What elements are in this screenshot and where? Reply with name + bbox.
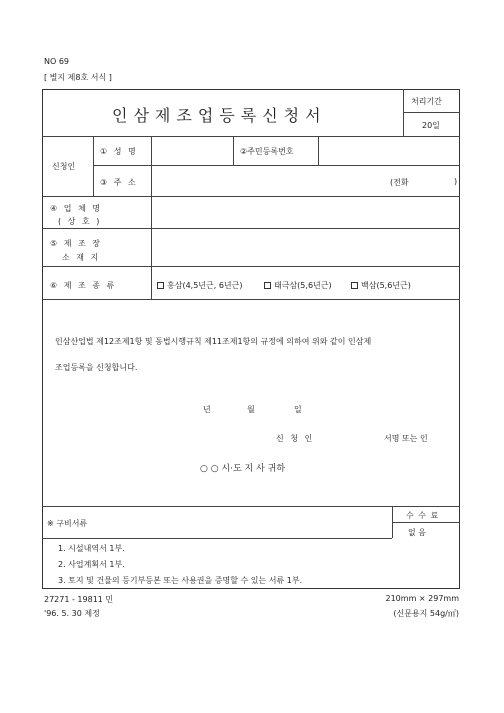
company-name-label: ④ 업 체 명 <box>50 204 102 213</box>
checkbox[interactable] <box>264 282 271 289</box>
resident-number-field[interactable] <box>321 140 458 162</box>
fee-label: 수 수 료 <box>406 511 440 520</box>
col-divider <box>233 136 234 165</box>
phone-label: (전화 <box>390 178 409 187</box>
paper-size: 210mm × 297mm <box>385 594 459 603</box>
form-number: NO 69 <box>44 57 70 66</box>
address-field[interactable] <box>154 170 386 192</box>
checkbox[interactable] <box>351 282 358 289</box>
factory-location-field[interactable] <box>154 232 456 262</box>
row-divider <box>93 165 460 166</box>
date-day-label: 일 <box>294 405 302 414</box>
factory-label: ⑤ 제 조 장 <box>50 239 102 248</box>
footer-date: '96. 5. 30 제정 <box>44 609 100 618</box>
form-reference: [ 별지 제8호 서식 ] <box>44 73 112 82</box>
col-divider <box>318 136 319 165</box>
row-divider <box>42 538 392 539</box>
document-item-3: 3. 토지 및 건물의 등기부등본 또는 사용권을 증명할 수 있는 서류 1부. <box>58 576 303 585</box>
row-divider <box>403 112 460 113</box>
col-divider <box>93 136 94 196</box>
applicant-label: 신청인 <box>52 162 76 171</box>
statement-line-1: 인삼산업법 제12조제1항 및 동법시행규칙 제11조제1항의 규정에 의하여 위와 같이 인삼제 <box>55 337 372 346</box>
date-month-label: 월 <box>247 405 255 414</box>
name-field[interactable] <box>154 140 232 162</box>
document-item-1: 1. 시설내역서 1부. <box>58 544 125 553</box>
row-divider <box>42 266 460 267</box>
row-divider <box>42 136 460 137</box>
recipient: ○ ○ 시·도 지 사 귀하 <box>200 464 286 474</box>
form-title: 인삼제조업등록신청서 <box>112 106 327 125</box>
row-divider <box>42 299 460 300</box>
fee-value: 없 음 <box>408 528 426 537</box>
address-label: ③ 주 소 <box>100 178 138 187</box>
footer-code: 27271 - 19811 민 <box>44 595 114 604</box>
trade-name-label: ( 상 호 ) <box>58 217 102 226</box>
factory-location-label: 소 재 지 <box>62 253 101 262</box>
product-option-taeguk-ginseng[interactable]: 태극삼(5,6년근) <box>264 280 332 291</box>
company-name-field[interactable] <box>154 200 456 224</box>
statement-line-2: 조업등록을 신청합니다. <box>55 363 138 372</box>
phone-close-paren: ) <box>454 177 458 186</box>
required-documents-title: ※ 구비서류 <box>47 519 88 528</box>
row-divider <box>42 196 460 197</box>
col-divider <box>151 136 152 299</box>
resident-number-label: ②주민등록번호 <box>240 147 294 156</box>
row-divider <box>392 522 460 523</box>
paper-type: (신문용지 54g/㎡) <box>393 609 459 618</box>
checkbox[interactable] <box>157 282 164 289</box>
sign-or-seal-label: 서명 또는 인 <box>384 434 428 443</box>
document-item-2: 2. 사업계획서 1부. <box>58 560 125 569</box>
processing-period-value: 20일 <box>422 121 440 130</box>
row-divider <box>42 228 460 229</box>
product-option-red-ginseng[interactable]: 홍삼(4,5년근, 6년근) <box>157 280 243 291</box>
date-year-label: 년 <box>203 405 211 414</box>
product-option-white-ginseng[interactable]: 백삼(5,6년근) <box>351 280 411 291</box>
processing-period-label: 처리기간 <box>411 97 442 106</box>
row-divider <box>42 506 460 507</box>
name-label: ① 성 명 <box>100 147 138 156</box>
applicant-sign-label: 신 청 인 <box>276 434 315 443</box>
product-type-label: ⑥ 제 조 종 류 <box>50 281 117 290</box>
